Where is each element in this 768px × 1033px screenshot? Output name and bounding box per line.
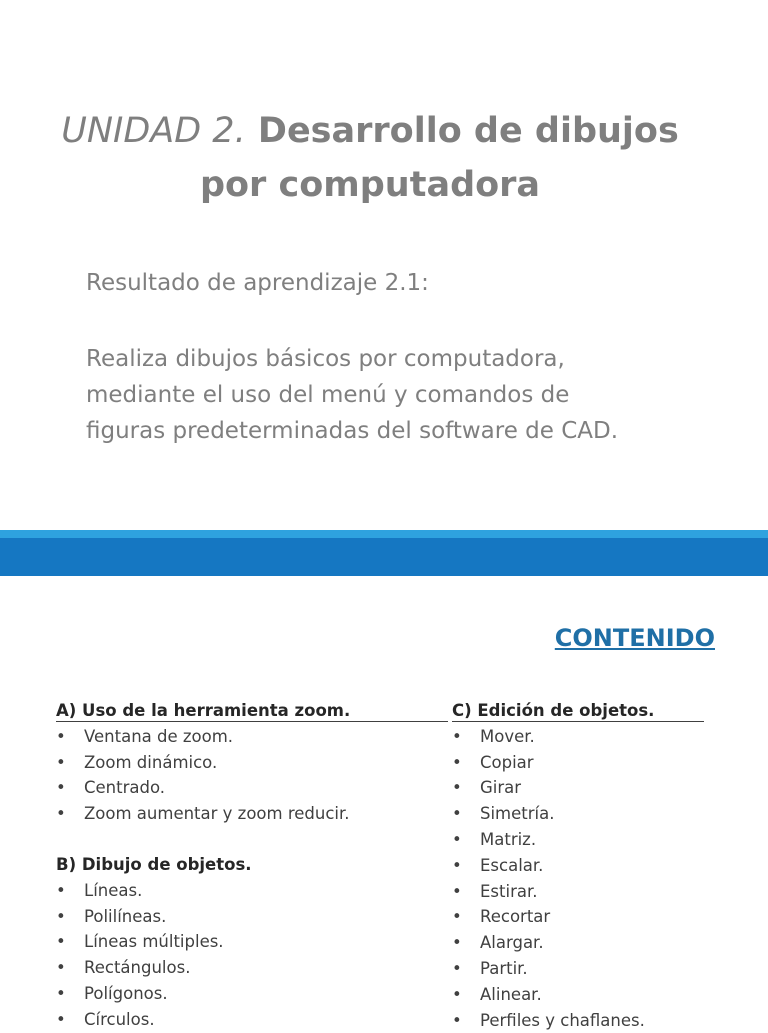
bullet-icon: • (452, 933, 462, 953)
list-item: • Alargar. (452, 930, 712, 956)
list-item: • Estirar. (452, 879, 712, 905)
bullet-icon: • (56, 932, 66, 952)
list-item: • Centrado. (56, 775, 416, 801)
bullet-icon: • (56, 726, 66, 746)
list-item: • Polígonos. (56, 981, 416, 1007)
bullet-icon: • (452, 778, 462, 798)
bullet-icon: • (452, 958, 462, 978)
section-list-c (452, 724, 712, 1033)
list-item: • Círculos. (56, 1007, 416, 1033)
list-item: • Líneas. (56, 878, 416, 904)
content-column-right (452, 698, 712, 1033)
section-heading-a: A) Uso de la herramienta zoom. (56, 701, 351, 720)
slide-title (20, 104, 720, 212)
divider-band-light (0, 530, 768, 538)
divider-band-dark (0, 538, 768, 576)
section-heading-c: C) Edición de objetos. (452, 701, 655, 720)
bullet-icon: • (452, 855, 462, 875)
list-item: • Matriz. (452, 827, 712, 853)
list-item: • Zoom aumentar y zoom reducir. (56, 801, 416, 827)
bullet-icon: • (56, 958, 66, 978)
list-item: • Alinear. (452, 982, 712, 1008)
section-heading-b: B) Dibujo de objetos. (56, 854, 252, 874)
bullet-icon: • (452, 1010, 462, 1030)
bullet-icon: • (452, 726, 462, 746)
bullet-icon: • (56, 778, 66, 798)
bullet-icon: • (452, 907, 462, 927)
learning-outcome-label: Resultado de aprendizaje 2.1: (86, 270, 429, 296)
bullet-icon: • (56, 1009, 66, 1029)
section-list-a (56, 724, 416, 827)
bullet-icon: • (56, 906, 66, 926)
list-item: • Girar (452, 775, 712, 801)
list-item: • Partir. (452, 956, 712, 982)
slide-title-line1: Desarrollo de dibujos (245, 111, 679, 151)
list-item: • Rectángulos. (56, 955, 416, 981)
list-item: • Escalar. (452, 853, 712, 879)
list-item: • Polilíneas. (56, 904, 416, 930)
slide-title-line2: por computadora (199, 165, 541, 205)
bullet-icon: • (56, 880, 66, 900)
bullet-icon: • (452, 829, 462, 849)
bullet-icon: • (452, 804, 462, 824)
section-gap (56, 827, 416, 852)
list-item: • Copiar (452, 750, 712, 776)
list-item: • Líneas múltiples. (56, 929, 416, 955)
content-column-left (56, 698, 416, 1033)
list-item: • Mover. (452, 724, 712, 750)
bullet-icon: • (56, 983, 66, 1003)
section-list-b (56, 878, 416, 1033)
list-item: • Ventana de zoom. (56, 724, 416, 750)
bullet-icon: • (56, 804, 66, 824)
learning-outcome-text: Realiza dibujos básicos por computadora, mediante el uso del menú y comandos de figuras predeterminadas del software de CAD. (86, 346, 619, 444)
list-item: • Simetría. (452, 801, 712, 827)
bullet-icon: • (452, 881, 462, 901)
bullet-icon: • (56, 752, 66, 772)
contenido-heading: CONTENIDO (554, 624, 715, 652)
list-item: • Recortar (452, 904, 712, 930)
list-item: • Perfiles y chaflanes. (452, 1008, 712, 1033)
list-item: • Zoom dinámico. (56, 750, 416, 776)
bullet-icon: • (452, 752, 462, 772)
bullet-icon: • (452, 984, 462, 1004)
slide-title-unit: UNIDAD 2. (61, 111, 246, 151)
